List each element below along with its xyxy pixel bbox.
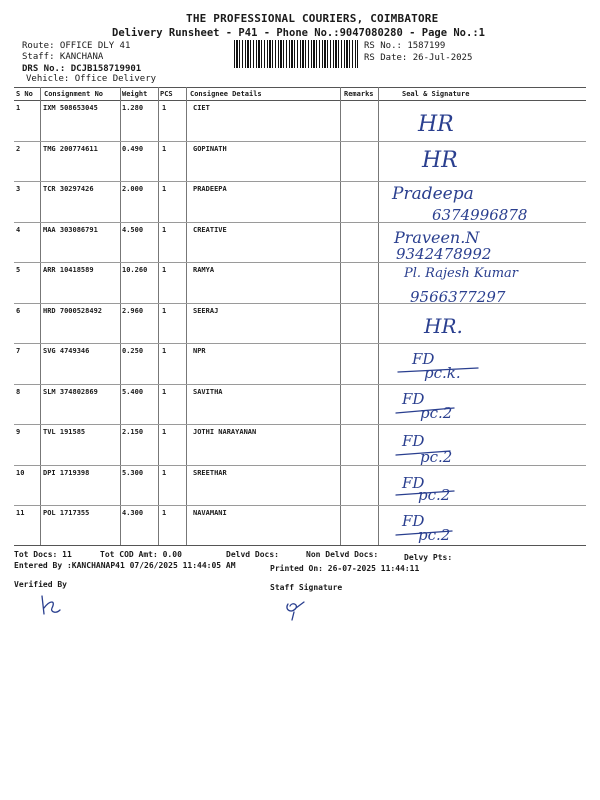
non-delivered-docs: Non Delvd Docs: xyxy=(306,550,379,559)
rs-date: RS Date: 26-Jul-2025 xyxy=(364,53,473,63)
fd-stroke xyxy=(396,530,454,540)
verifier-signature xyxy=(38,594,68,618)
cell-pcs: 1 xyxy=(162,225,167,234)
handwritten-pc: pc.2 xyxy=(418,486,451,504)
cell-weight: 1.280 xyxy=(122,104,144,112)
handwritten-pc: pc.k. xyxy=(424,364,461,382)
cell-weight: 0.490 xyxy=(122,144,144,153)
row-divider xyxy=(14,141,586,142)
handwritten-signature: Pradeepa xyxy=(392,184,474,204)
cell-pcs: 1 xyxy=(162,306,167,315)
cell-pcs: 1 xyxy=(162,509,167,517)
handwritten-pc: pc.2 xyxy=(420,448,453,466)
row-divider xyxy=(14,384,586,385)
cell-consignee: CREATIVE xyxy=(193,225,227,234)
cell-weight: 2.150 xyxy=(122,428,144,436)
col-header-sno: S No xyxy=(16,90,33,98)
cell-pcs: 1 xyxy=(162,468,167,477)
handwritten-fd: FD xyxy=(412,350,435,368)
vehicle-label: Vehicle: Office Delivery xyxy=(26,74,157,84)
staff-label: Staff: KANCHANA xyxy=(22,52,104,62)
cell-sno: 3 xyxy=(16,185,21,193)
printed-on: Printed On: 26-07-2025 11:44:11 xyxy=(270,564,420,573)
cell-consignment-no: IXM 508653045 xyxy=(43,104,98,112)
cell-consignment-no: ARR 10418589 xyxy=(43,266,94,274)
row-divider xyxy=(14,343,586,344)
fd-stroke xyxy=(396,407,456,417)
cell-consignee: SEERAJ xyxy=(193,306,219,315)
col-header-signature: Seal & Signature xyxy=(402,90,470,98)
cell-consignee: PRADEEPA xyxy=(193,185,227,193)
cell-sno: 1 xyxy=(16,104,21,112)
delivery-points: Delvy Pts: xyxy=(404,553,453,562)
cell-consignee: JOTHI NARAYANAN xyxy=(193,428,257,436)
cell-pcs: 1 xyxy=(162,347,167,355)
handwritten-fd: FD xyxy=(402,390,425,408)
cell-sno: 2 xyxy=(16,144,21,153)
col-header-weight: Weight xyxy=(122,90,148,98)
cell-sno: 11 xyxy=(16,509,25,517)
fd-stroke xyxy=(396,449,452,459)
cell-sno: 7 xyxy=(16,347,21,355)
cell-consignee: NAVAMANI xyxy=(193,509,227,517)
row-divider xyxy=(14,505,586,506)
cell-pcs: 1 xyxy=(162,104,167,112)
cell-consignee: SAVITHA xyxy=(193,387,223,396)
col-header-remarks: Remarks xyxy=(344,90,374,98)
col-header-consignment: Consignment No xyxy=(44,90,104,98)
cell-pcs: 1 xyxy=(162,428,167,436)
handwritten-signature: HR xyxy=(422,148,458,173)
cell-consignment-no: TMG 200774611 xyxy=(43,144,98,153)
cell-consignee: SREETHAR xyxy=(193,468,227,477)
barcode xyxy=(234,40,358,68)
fd-stroke xyxy=(396,490,456,500)
cell-pcs: 1 xyxy=(162,266,167,274)
delivered-docs: Delvd Docs: xyxy=(226,550,279,559)
cell-sno: 8 xyxy=(16,387,21,396)
total-cod: Tot COD Amt: 0.00 xyxy=(100,550,182,559)
cell-pcs: 1 xyxy=(162,387,167,396)
handwritten-signature: Pl. Rajesh Kumar xyxy=(404,266,518,281)
col-divider xyxy=(40,87,41,545)
col-divider xyxy=(340,87,341,545)
entered-by: Entered By :KANCHANAP41 07/26/2025 11:44:05 AM xyxy=(14,561,236,570)
total-docs: Tot Docs: 11 xyxy=(14,550,72,559)
cell-weight: 2.000 xyxy=(122,185,144,193)
row-divider xyxy=(14,262,586,263)
drs-label: DRS No.: DCJB158719901 xyxy=(22,64,142,74)
handwritten-signature: Praveen.N xyxy=(394,228,480,247)
cell-weight: 2.960 xyxy=(122,306,144,315)
table-top-rule xyxy=(14,87,586,88)
handwritten-fd: FD xyxy=(402,474,425,492)
cell-sno: 4 xyxy=(16,225,21,234)
cell-consignment-no: MAA 303086791 xyxy=(43,225,98,234)
cell-sno: 9 xyxy=(16,428,21,436)
cell-sno: 5 xyxy=(16,266,21,274)
staff-signature-label: Staff Signature xyxy=(270,583,343,592)
cell-consignment-no: SLM 374802869 xyxy=(43,387,98,396)
col-divider xyxy=(120,87,121,545)
col-divider xyxy=(158,87,159,545)
row-divider xyxy=(14,465,586,466)
cell-consignment-no: DPI 1719398 xyxy=(43,468,90,477)
route-label: Route: OFFICE DLY 41 xyxy=(22,41,131,51)
row-divider xyxy=(14,424,586,425)
cell-weight: 4.500 xyxy=(122,225,144,234)
cell-sno: 10 xyxy=(16,468,25,477)
cell-consignment-no: POL 1717355 xyxy=(43,509,90,517)
cell-weight: 10.260 xyxy=(122,266,148,274)
cell-consignment-no: HRD 7000528492 xyxy=(43,306,103,315)
cell-consignment-no: TCR 30297426 xyxy=(43,185,94,193)
cell-weight: 5.300 xyxy=(122,468,144,477)
handwritten-fd: FD xyxy=(402,512,425,530)
table-header-rule xyxy=(14,100,586,101)
cell-weight: 5.400 xyxy=(122,387,144,396)
row-divider xyxy=(14,181,586,182)
table-bottom-rule xyxy=(14,545,586,546)
cell-consignee: RAMYA xyxy=(193,266,215,274)
handwritten-signature: HR. xyxy=(424,314,463,338)
cell-weight: 0.250 xyxy=(122,347,144,355)
handwritten-fd: FD xyxy=(402,432,425,450)
col-divider xyxy=(186,87,187,545)
handwritten-phone: 9566377297 xyxy=(410,288,506,306)
cell-consignee: CIET xyxy=(193,104,210,112)
handwritten-pc: pc.2 xyxy=(420,404,453,422)
cell-consignee: NPR xyxy=(193,347,206,355)
company-title: THE PROFESSIONAL COURIERS, COIMBATORE xyxy=(186,12,439,25)
cell-consignment-no: TVL 191585 xyxy=(43,428,86,436)
fd-stroke xyxy=(398,366,478,376)
col-header-pcs: PCS xyxy=(160,90,173,98)
rs-number: RS No.: 1587199 xyxy=(364,41,446,51)
cell-consignee: GOPINATH xyxy=(193,144,227,153)
runsheet-subtitle: Delivery Runsheet - P41 - Phone No.:9047080280 - Page No.:1 xyxy=(112,27,485,39)
col-header-consignee: Consignee Details xyxy=(190,90,262,98)
verified-by-label: Verified By xyxy=(14,580,67,589)
handwritten-pc: pc.2 xyxy=(418,526,451,544)
handwritten-phone: 6374996878 xyxy=(432,206,528,224)
col-divider xyxy=(378,87,379,545)
cell-sno: 6 xyxy=(16,306,21,315)
staff-signature xyxy=(282,596,312,622)
cell-consignment-no: SVG 4749346 xyxy=(43,347,90,355)
cell-pcs: 1 xyxy=(162,185,167,193)
handwritten-phone: 9342478992 xyxy=(396,245,492,263)
cell-weight: 4.300 xyxy=(122,509,144,517)
handwritten-signature: HR xyxy=(418,112,454,137)
cell-pcs: 1 xyxy=(162,144,167,153)
